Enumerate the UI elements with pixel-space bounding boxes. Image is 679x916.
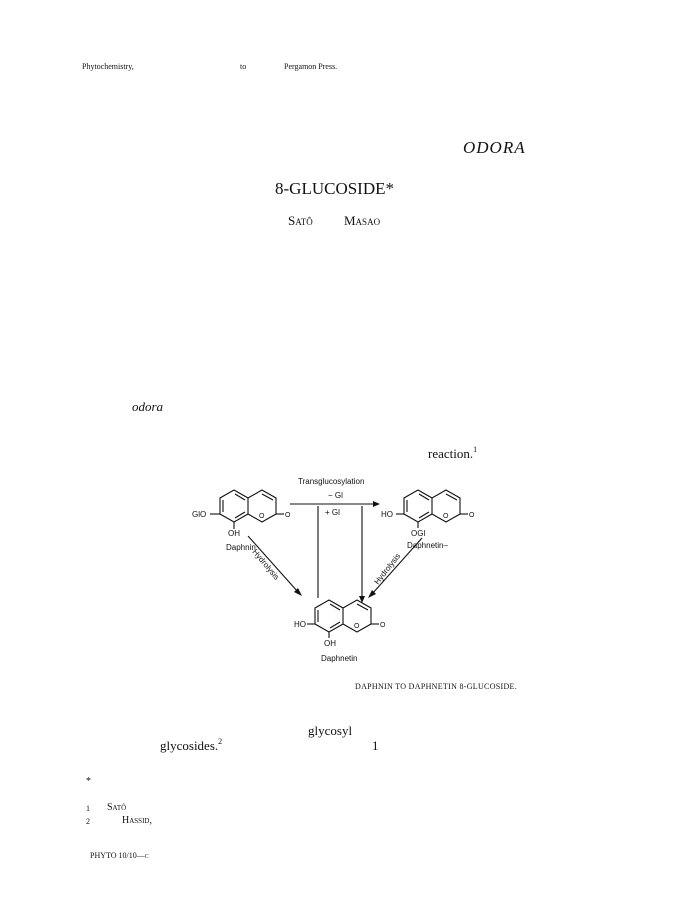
body-reaction [428,446,477,462]
label-daphnin: Daphnin [226,543,256,552]
label-oh-left: OH [228,529,240,538]
header-to: to [240,62,247,71]
figure-caption: DAPHNIN TO DAPHNETIN 8-GLUCOSIDE. [355,682,518,691]
label-glo: GlO [192,510,207,519]
footnote-star: * [86,776,91,787]
label-o-ring-right: O [443,513,449,520]
label-daphnetin-glucoside: Daphnetin– [407,541,448,550]
label-hydrolysis-left: Hydrolysis [250,547,282,582]
label-ho-right: HO [381,510,393,519]
author-second: Masao [344,213,381,228]
label-o-carbonyl-bottom: O [380,622,386,629]
title-line-2: 8-GLUCOSIDE* [275,179,394,198]
publisher-name: Pergamon Press. [284,62,338,71]
label-hydrolysis-right: Hydrolysis [372,551,403,587]
label-transglucosylation: Transglucosylation [298,477,365,486]
label-ogl: OGl [411,529,426,538]
label-o-carbonyl-right: O [469,512,475,519]
title-line-1: ODORA [463,138,526,157]
label-o-carbonyl-left: O [285,512,291,519]
label-plus-gl: + Gl [325,508,340,517]
daphnin-structure [210,490,284,529]
footer-code: PHYTO 10/10—c [90,851,149,860]
body-glycosyl: glycosyl [308,723,353,738]
reaction-word: reaction. [428,446,474,461]
label-o-ring-left: O [259,513,265,520]
footnote-2-number: 2 [86,817,90,826]
daphnetin-structure [307,600,379,638]
glycosides-ref: 2 [218,737,223,746]
footnote-2-name: Hassid, [122,815,152,826]
label-oh-bottom: OH [324,639,336,648]
daphnetin-glucoside-structure [396,490,468,528]
footnote-1-name: Satô [107,802,127,813]
reaction-ref: 1 [473,445,478,454]
label-ho-bottom: HO [294,620,306,629]
author-first: Satô [288,213,313,228]
label-o-ring-bottom: O [354,623,360,630]
body-glycosides [160,738,222,754]
body-odora: odora [132,399,164,414]
footnote-1-number: 1 [86,804,90,813]
label-minus-gl: − Gl [328,491,343,500]
label-daphnetin: Daphnetin [321,654,358,663]
body-one: 1 [372,738,379,753]
journal-name: Phytochemistry, [82,62,134,71]
glycosides-word: glycosides. [160,738,219,753]
reaction-scheme-figure [190,470,490,670]
